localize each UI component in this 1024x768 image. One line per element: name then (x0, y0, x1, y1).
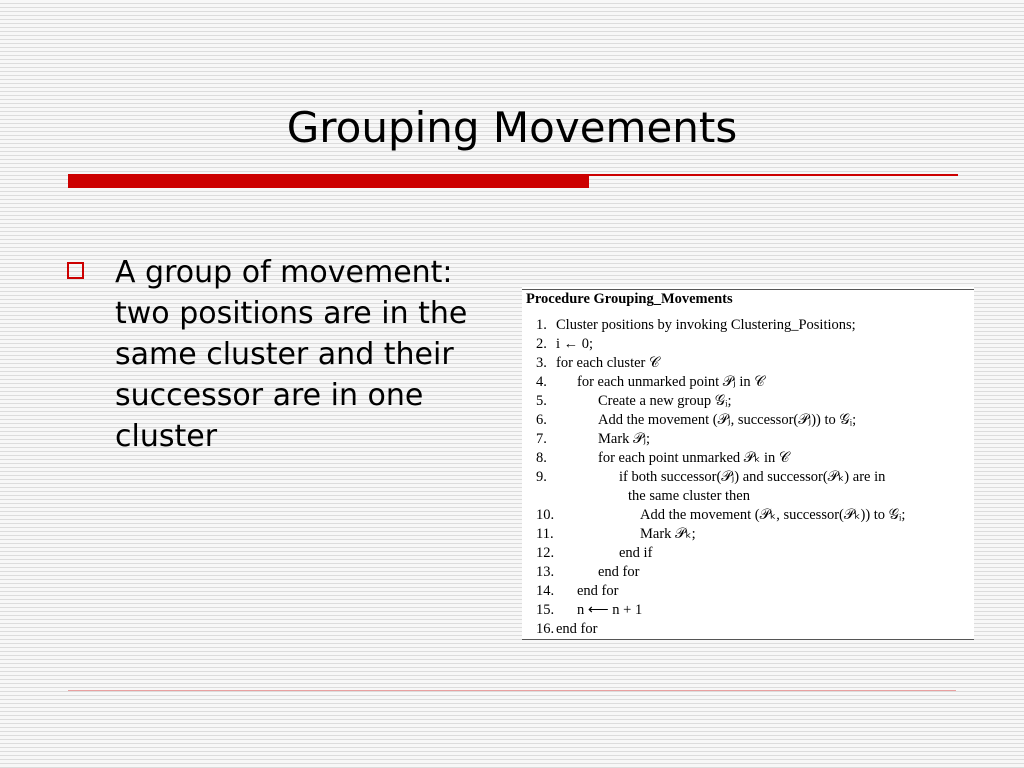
procedure-line (522, 487, 974, 506)
hollow-square-bullet-icon (67, 262, 84, 279)
procedure-figure (522, 287, 974, 640)
slide-title: Grouping Movements (286, 103, 738, 152)
procedure-line (522, 392, 974, 411)
line-text: for each unmarked point 𝒫ⱼ in 𝒞 (577, 374, 765, 390)
line-text: the same cluster then (628, 488, 750, 504)
procedure-line (522, 354, 974, 373)
procedure-bottom-rule (522, 639, 974, 640)
line-text: if both successor(𝒫ⱼ) and successor(𝒫ₖ) are in (619, 469, 886, 485)
procedure-line (522, 582, 974, 601)
line-number: 1. (536, 317, 547, 333)
procedure-line (522, 449, 974, 468)
procedure-header: Procedure Grouping_Movements (526, 291, 733, 307)
procedure-line (522, 316, 974, 335)
line-number: 11. (536, 526, 554, 542)
line-text: for each point unmarked 𝒫ₖ in 𝒞 (598, 450, 790, 466)
line-number: 8. (536, 450, 547, 466)
procedure-lines (522, 316, 974, 639)
procedure-line (522, 468, 974, 487)
line-number: 5. (536, 393, 547, 409)
line-number: 10. (536, 507, 555, 523)
procedure-line (522, 335, 974, 354)
line-number: 14. (536, 583, 555, 599)
line-text: end for (556, 621, 598, 637)
procedure-line (522, 506, 974, 525)
footer-divider (68, 690, 956, 691)
line-number: 6. (536, 412, 547, 428)
procedure-line (522, 601, 974, 620)
procedure-line (522, 411, 974, 430)
bullet-text: A group of movement: two positions are in the same cluster and their successor are in one cluster (115, 255, 468, 454)
line-text: end for (598, 564, 640, 580)
line-text: Add the movement (𝒫ₖ, successor(𝒫ₖ)) to 𝒢ᵢ; (640, 507, 906, 523)
line-text: for each cluster 𝒞 (556, 355, 660, 371)
line-text: n ⟵ n + 1 (577, 602, 643, 618)
line-number: 15. (536, 602, 555, 618)
line-number: 4. (536, 374, 547, 390)
line-text: Mark 𝒫ₖ; (640, 526, 696, 542)
line-number: 16. (536, 621, 555, 637)
line-text: Create a new group 𝒢ᵢ; (598, 393, 732, 409)
procedure-line (522, 430, 974, 449)
line-number: 9. (536, 469, 547, 485)
procedure-line (522, 373, 974, 392)
title-underline-thin (589, 174, 958, 176)
title-underline-thick (68, 174, 589, 188)
line-text: end if (619, 545, 653, 561)
line-number: 3. (536, 355, 547, 371)
line-text: Mark 𝒫ⱼ; (598, 431, 651, 447)
line-number: 13. (536, 564, 555, 580)
line-text: i ← 0; (556, 336, 594, 352)
title-underline (68, 174, 958, 188)
line-number: 2. (536, 336, 547, 352)
line-text: Cluster positions by invoking Clustering_Positions; (556, 317, 856, 333)
procedure-line (522, 525, 974, 544)
procedure-line (522, 620, 974, 639)
line-text: end for (577, 583, 619, 599)
line-text: Add the movement (𝒫ⱼ, successor(𝒫ⱼ)) to 𝒢ᵢ; (598, 412, 857, 428)
line-number: 7. (536, 431, 547, 447)
procedure-line (522, 563, 974, 582)
procedure-line (522, 544, 974, 563)
line-number: 12. (536, 545, 555, 561)
